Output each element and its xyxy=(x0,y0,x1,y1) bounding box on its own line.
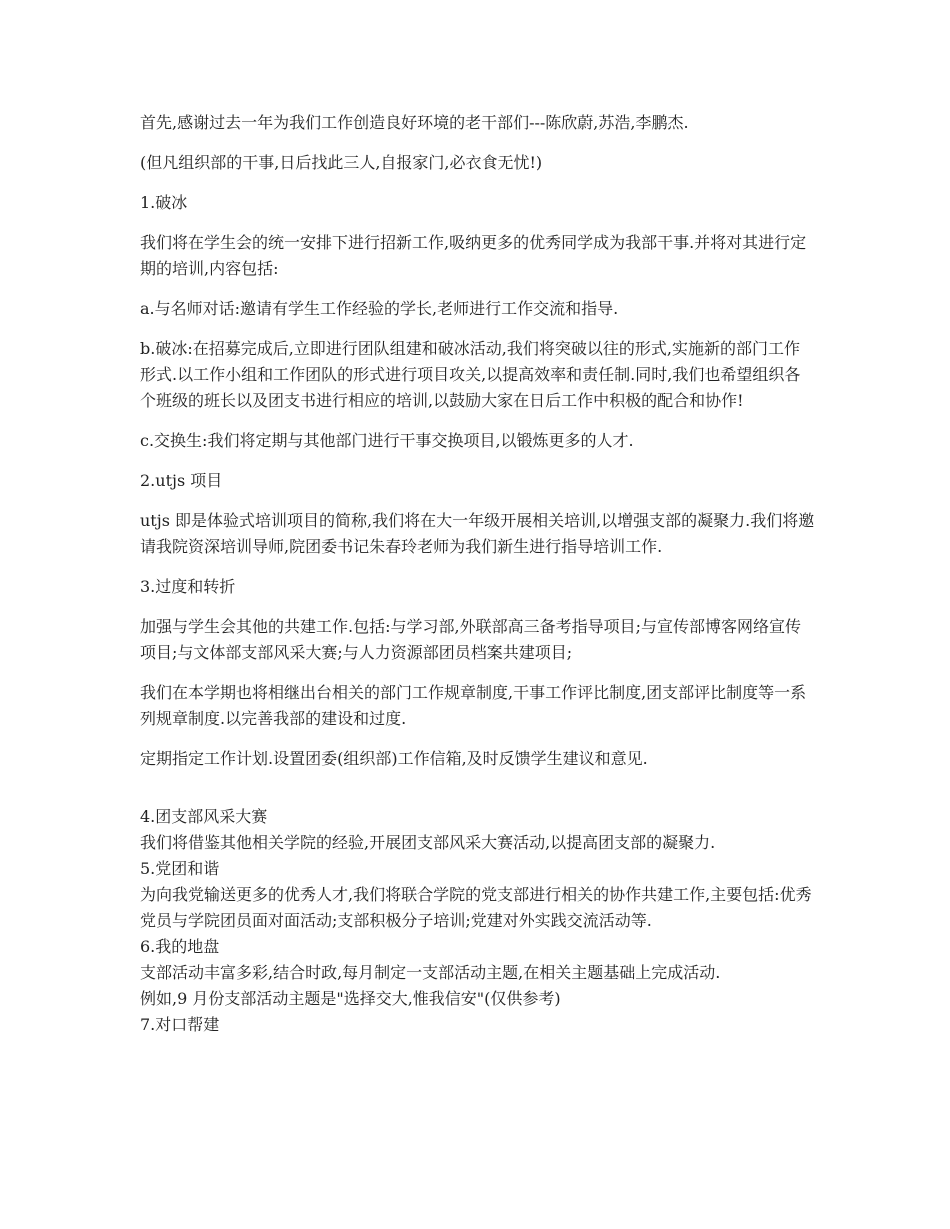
section-3-body-1: 加强与学生会其他的共建工作.包括:与学习部,外联部高三备考指导项目;与宣传部博客网络宣传项目;与文体部支部风采大赛;与人力资源部团员档案共建项目; xyxy=(140,617,801,662)
section-1-item-a: a.与名师对话:邀请有学生工作经验的学长,老师进行工作交流和指导. xyxy=(140,299,619,318)
section-1-item-c: c.交换生:我们将定期与其他部门进行干事交换项目,以锻炼更多的人才. xyxy=(140,431,634,450)
section-6-body-1: 支部活动丰富多彩,结合时政,每月制定一支部活动主题,在相关主题基础上完成活动. xyxy=(140,963,721,982)
section-2-heading: 2.utjs 项目 xyxy=(140,471,223,490)
section-3-body-2: 我们在本学期也将相继出台相关的部门工作规章制度,干事工作评比制度,团支部评比制度等一系列规章制度.以完善我部的建设和过度. xyxy=(140,683,807,728)
intro-note: (但凡组织部的干事,日后找此三人,自报家门,必衣食无忧!) xyxy=(140,153,543,172)
section-7-heading: 7.对口帮建 xyxy=(140,1015,220,1034)
section-1-heading: 1.破冰 xyxy=(140,193,188,212)
section-4-body: 我们将借鉴其他相关学院的经验,开展团支部风采大赛活动,以提高团支部的凝聚力. xyxy=(140,833,716,852)
section-3-heading: 3.过度和转折 xyxy=(140,577,236,596)
section-2-body: utjs 即是体验式培训项目的简称,我们将在大一年级开展相关培训,以增强支部的凝聚力.我们将邀请我院资深培训导师,院团委书记朱春玲老师为我们新生进行指导培训工作. xyxy=(140,511,815,556)
document-body xyxy=(140,110,815,1038)
section-1-item-b: b.破冰:在招募完成后,立即进行团队组建和破冰活动,我们将突破以往的形式,实施新的部门工作形式.以工作小组和工作团队的形式进行项目攻关,以提高效率和责任制.同时,我们也希望组织各个班级的班长以及团支书进行相应的培训,以鼓励大家在日后工作中积极的配合和协作! xyxy=(140,339,801,410)
section-3-body-3: 定期指定工作计划.设置团委(组织部)工作信箱,及时反馈学生建议和意见. xyxy=(140,749,648,768)
section-5-heading: 5.党团和谐 xyxy=(140,859,220,878)
section-1-intro: 我们将在学生会的统一安排下进行招新工作,吸纳更多的优秀同学成为我部干事.并将对其进行定期的培训,内容包括: xyxy=(140,233,807,278)
section-4-heading: 4.团支部风采大赛 xyxy=(140,807,268,826)
section-5-body: 为向我党输送更多的优秀人才,我们将联合学院的党支部进行相关的协作共建工作,主要包括:优秀党员与学院团员面对面活动;支部积极分子培训;党建对外实践交流活动等. xyxy=(140,885,812,930)
intro-thanks: 首先,感谢过去一年为我们工作创造良好环境的老干部们---陈欣蔚,苏浩,李鹏杰. xyxy=(140,113,689,132)
section-6-heading: 6.我的地盘 xyxy=(140,937,220,956)
section-6-body-2: 例如,9 月份支部活动主题是"选择交大,惟我信安"(仅供参考) xyxy=(140,989,561,1008)
